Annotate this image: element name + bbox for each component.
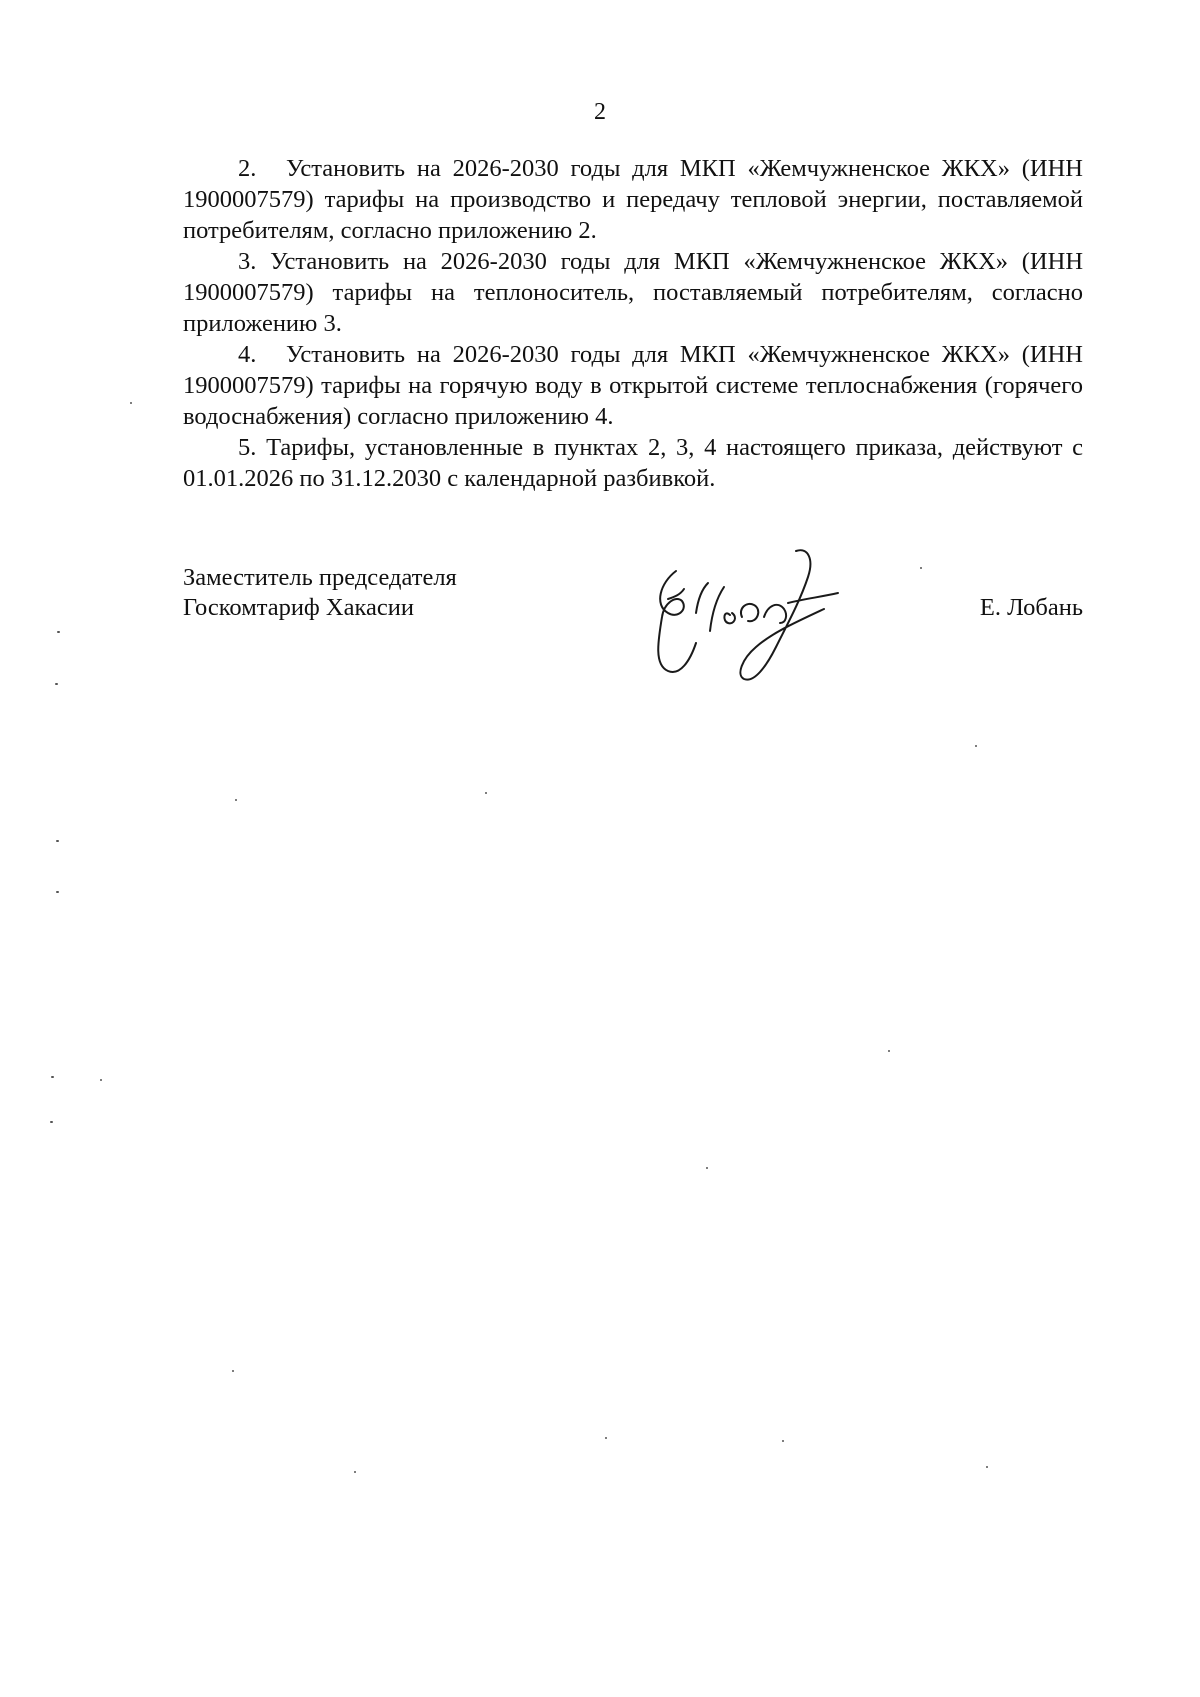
paragraph-text: Установить на 2026-2030 годы для МКП «Жемчужненское ЖКХ» (ИНН 1900007579) тарифы на горячую воду в открытой системе теплоснабжения (горячего водоснабжения) согласно приложению 4. [183,341,1083,430]
scan-speck [232,1370,234,1372]
signature-block [183,563,1083,703]
paragraph-number: 5. [238,434,257,461]
scan-speck [706,1167,708,1169]
paragraph-item-4 [183,339,1083,432]
signatory-position-line-2: Госкомтариф Хакасии [183,594,415,621]
scan-speck [130,402,132,404]
document-body [183,153,1083,494]
paragraph-text: Установить на 2026-2030 годы для МКП «Жемчужненское ЖКХ» (ИНН 1900007579) тарифы на производство и передачу тепловой энергии, поставляемой потребителям, согласно приложению 2. [183,155,1083,244]
signatory-position [183,563,457,623]
scan-speck [56,891,59,893]
scan-speck [920,567,922,569]
scan-speck [975,745,977,747]
scan-speck [100,1079,102,1081]
paragraph-item-3 [183,246,1083,339]
scan-speck [235,799,237,801]
scan-speck [51,1076,54,1078]
paragraph-text: Установить на 2026-2030 годы для МКП «Жемчужненское ЖКХ» (ИНН 1900007579) тарифы на теплоноситель, поставляемый потребителям, согласно приложению 3. [183,248,1084,337]
paragraph-number: 2. [238,155,257,182]
scan-speck [354,1471,356,1473]
paragraph-text: Тарифы, установленные в пунктах 2, 3, 4 настоящего приказа, действуют с 01.01.2026 по 31.12.2030 с календарной разбивкой. [183,434,1083,492]
paragraph-number: 3. [238,248,257,275]
scan-speck [57,631,60,633]
signature-strokes [658,550,838,679]
scan-speck [485,792,487,794]
page-number: 2 [594,99,606,125]
signatory-position-line-1: Заместитель председателя [183,564,457,591]
handwritten-signature [638,543,858,688]
signatory-name: Е. Лобань [979,594,1083,621]
scan-speck [55,683,58,685]
scan-speck [56,840,59,842]
paragraph-item-2 [183,153,1083,246]
scan-speck [782,1440,784,1442]
paragraph-number: 4. [238,341,257,368]
scan-speck [605,1437,607,1439]
scan-speck [888,1050,890,1052]
paragraph-item-5 [183,432,1083,494]
scan-speck [986,1466,988,1468]
scan-speck [50,1121,53,1123]
